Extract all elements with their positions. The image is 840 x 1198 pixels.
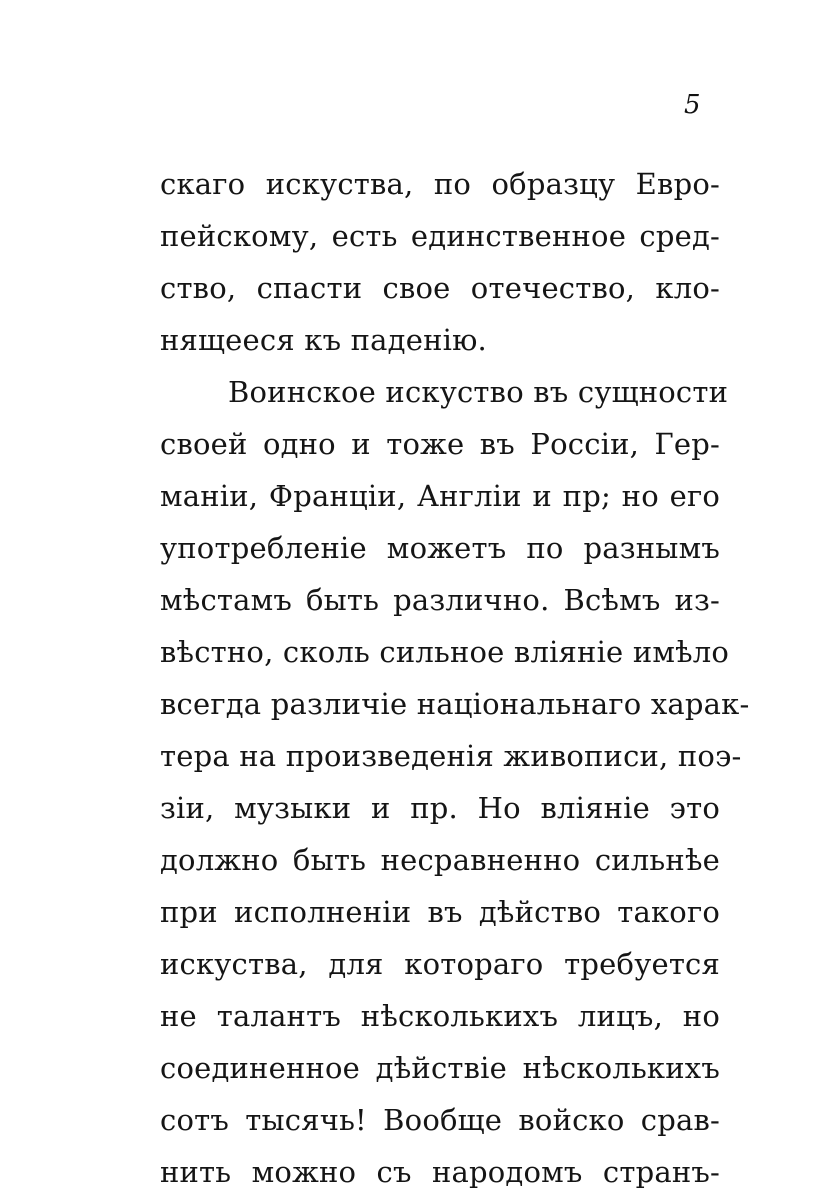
page-number: 5 xyxy=(684,90,701,120)
text-line: маніи, Франціи, Англіи и пр; но его xyxy=(160,479,720,513)
text-line: пейскому, есть единственное сред- xyxy=(160,219,720,253)
text-line: при исполненіи въ дѣйство такого xyxy=(160,895,720,929)
text-line: скаго искуства, по образцу Евро- xyxy=(160,167,720,201)
text-line: употребленіе можетъ по разнымъ xyxy=(160,531,720,565)
text-line: Воинское искуство въ сущности xyxy=(228,375,729,409)
body-text xyxy=(160,158,750,1198)
text-line: нить можно съ народомъ странъ- xyxy=(160,1155,720,1189)
text-line: мѣстамъ быть различно. Всѣмъ из- xyxy=(160,583,720,617)
text-line: не талантъ нѣсколькихъ лицъ, но xyxy=(160,999,720,1033)
text-line: зіи, музыки и пр. Но вліяніе это xyxy=(160,791,720,825)
text-line: ство, спасти свое отечество, кло- xyxy=(160,271,720,305)
text-line: искуства, для котораго требуется xyxy=(160,947,720,981)
text-line: соединенное дѣйствіе нѣсколькихъ xyxy=(160,1051,720,1085)
text-line: своей одно и тоже въ Россіи, Гер- xyxy=(160,427,720,461)
text-line: нящееся къ паденію. xyxy=(160,323,487,357)
text-line: вѣстно, сколь сильное вліяніе имѣло xyxy=(160,635,730,669)
text-line: тера на произведенія живописи, поэ- xyxy=(160,739,742,773)
text-line: всегда различіе національнаго харак- xyxy=(160,687,750,721)
text-line: должно быть несравненно сильнѣе xyxy=(160,843,720,877)
text-line: сотъ тысячь! Вообще войско срав- xyxy=(160,1103,720,1137)
